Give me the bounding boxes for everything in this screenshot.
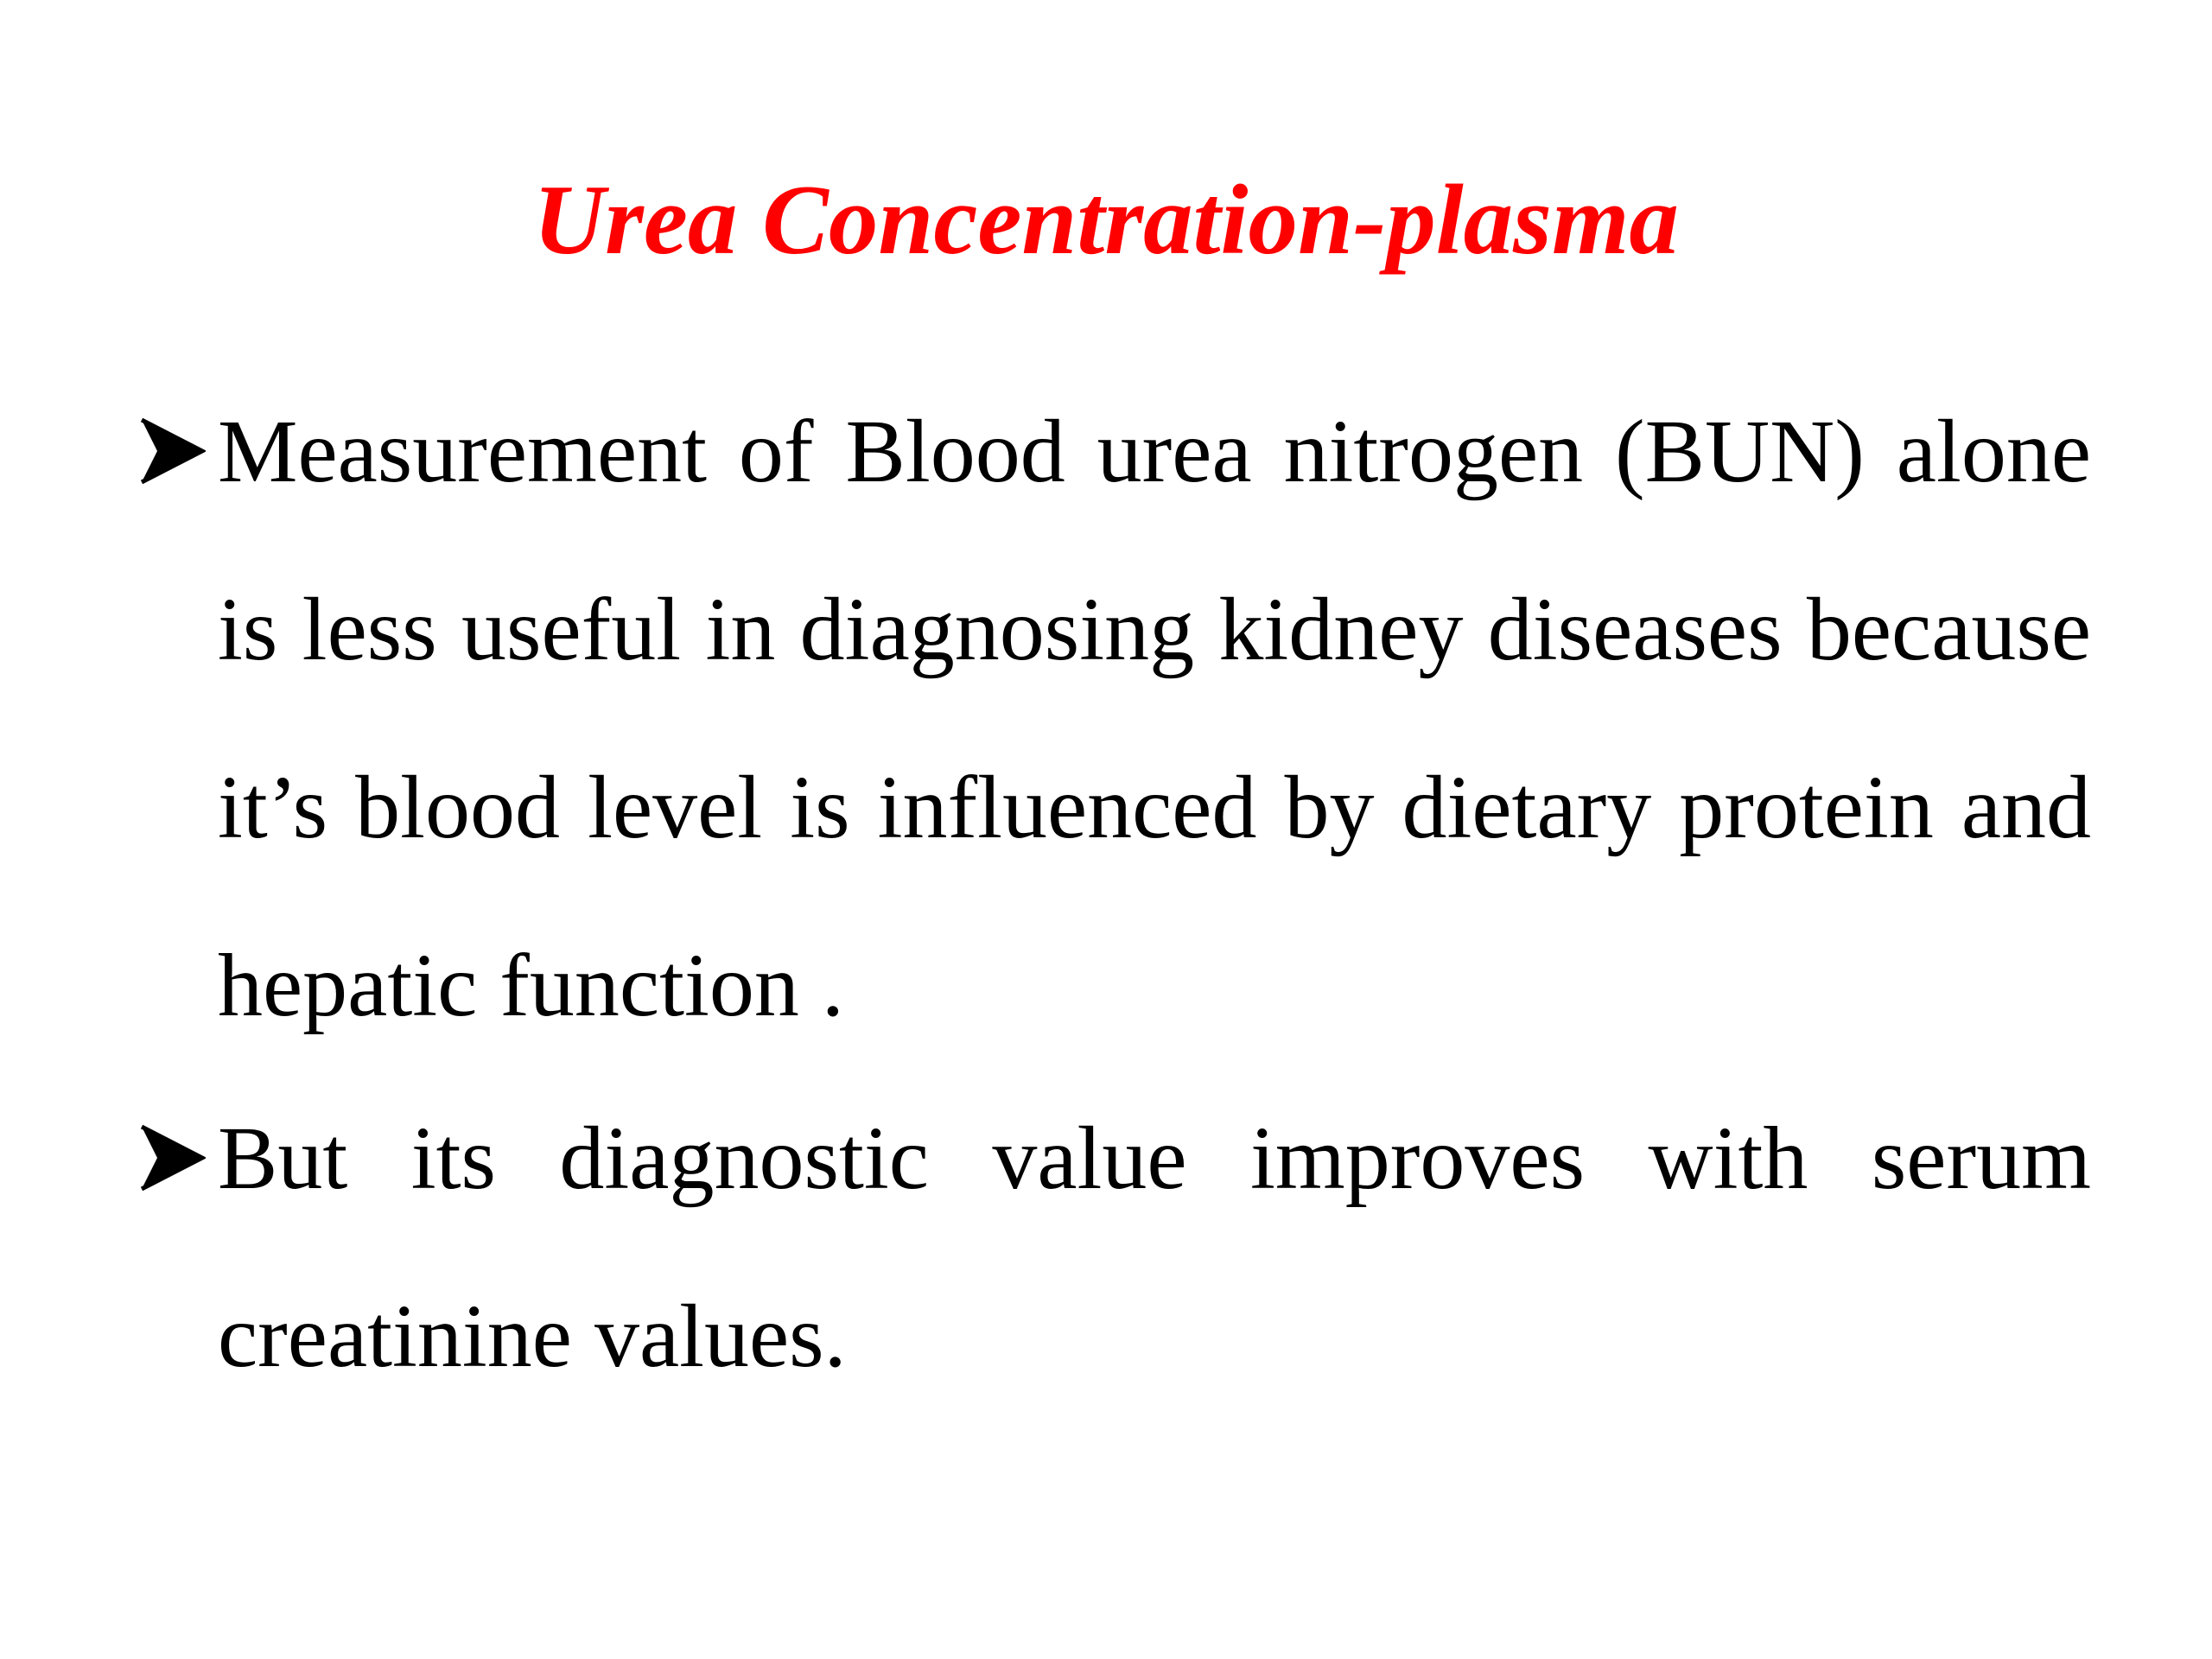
bullet-text: But its diagnostic value improves with serum creatinine values. xyxy=(218,1109,2091,1386)
arrowhead-bullet-icon xyxy=(138,416,206,486)
arrowhead-bullet-icon xyxy=(138,1123,206,1192)
slide-title: Urea Concentration-plasma xyxy=(533,165,1679,275)
bullet-list xyxy=(138,363,2091,1426)
bullet-item xyxy=(138,1070,2091,1426)
bullet-item xyxy=(138,363,2091,1075)
bullet-text: Measurement of Blood urea nitrogen (BUN) alone is less useful in diagnosing kidney diseases because it’s blood level is influenced by dietary protein and hepatic function . xyxy=(218,402,2091,1035)
